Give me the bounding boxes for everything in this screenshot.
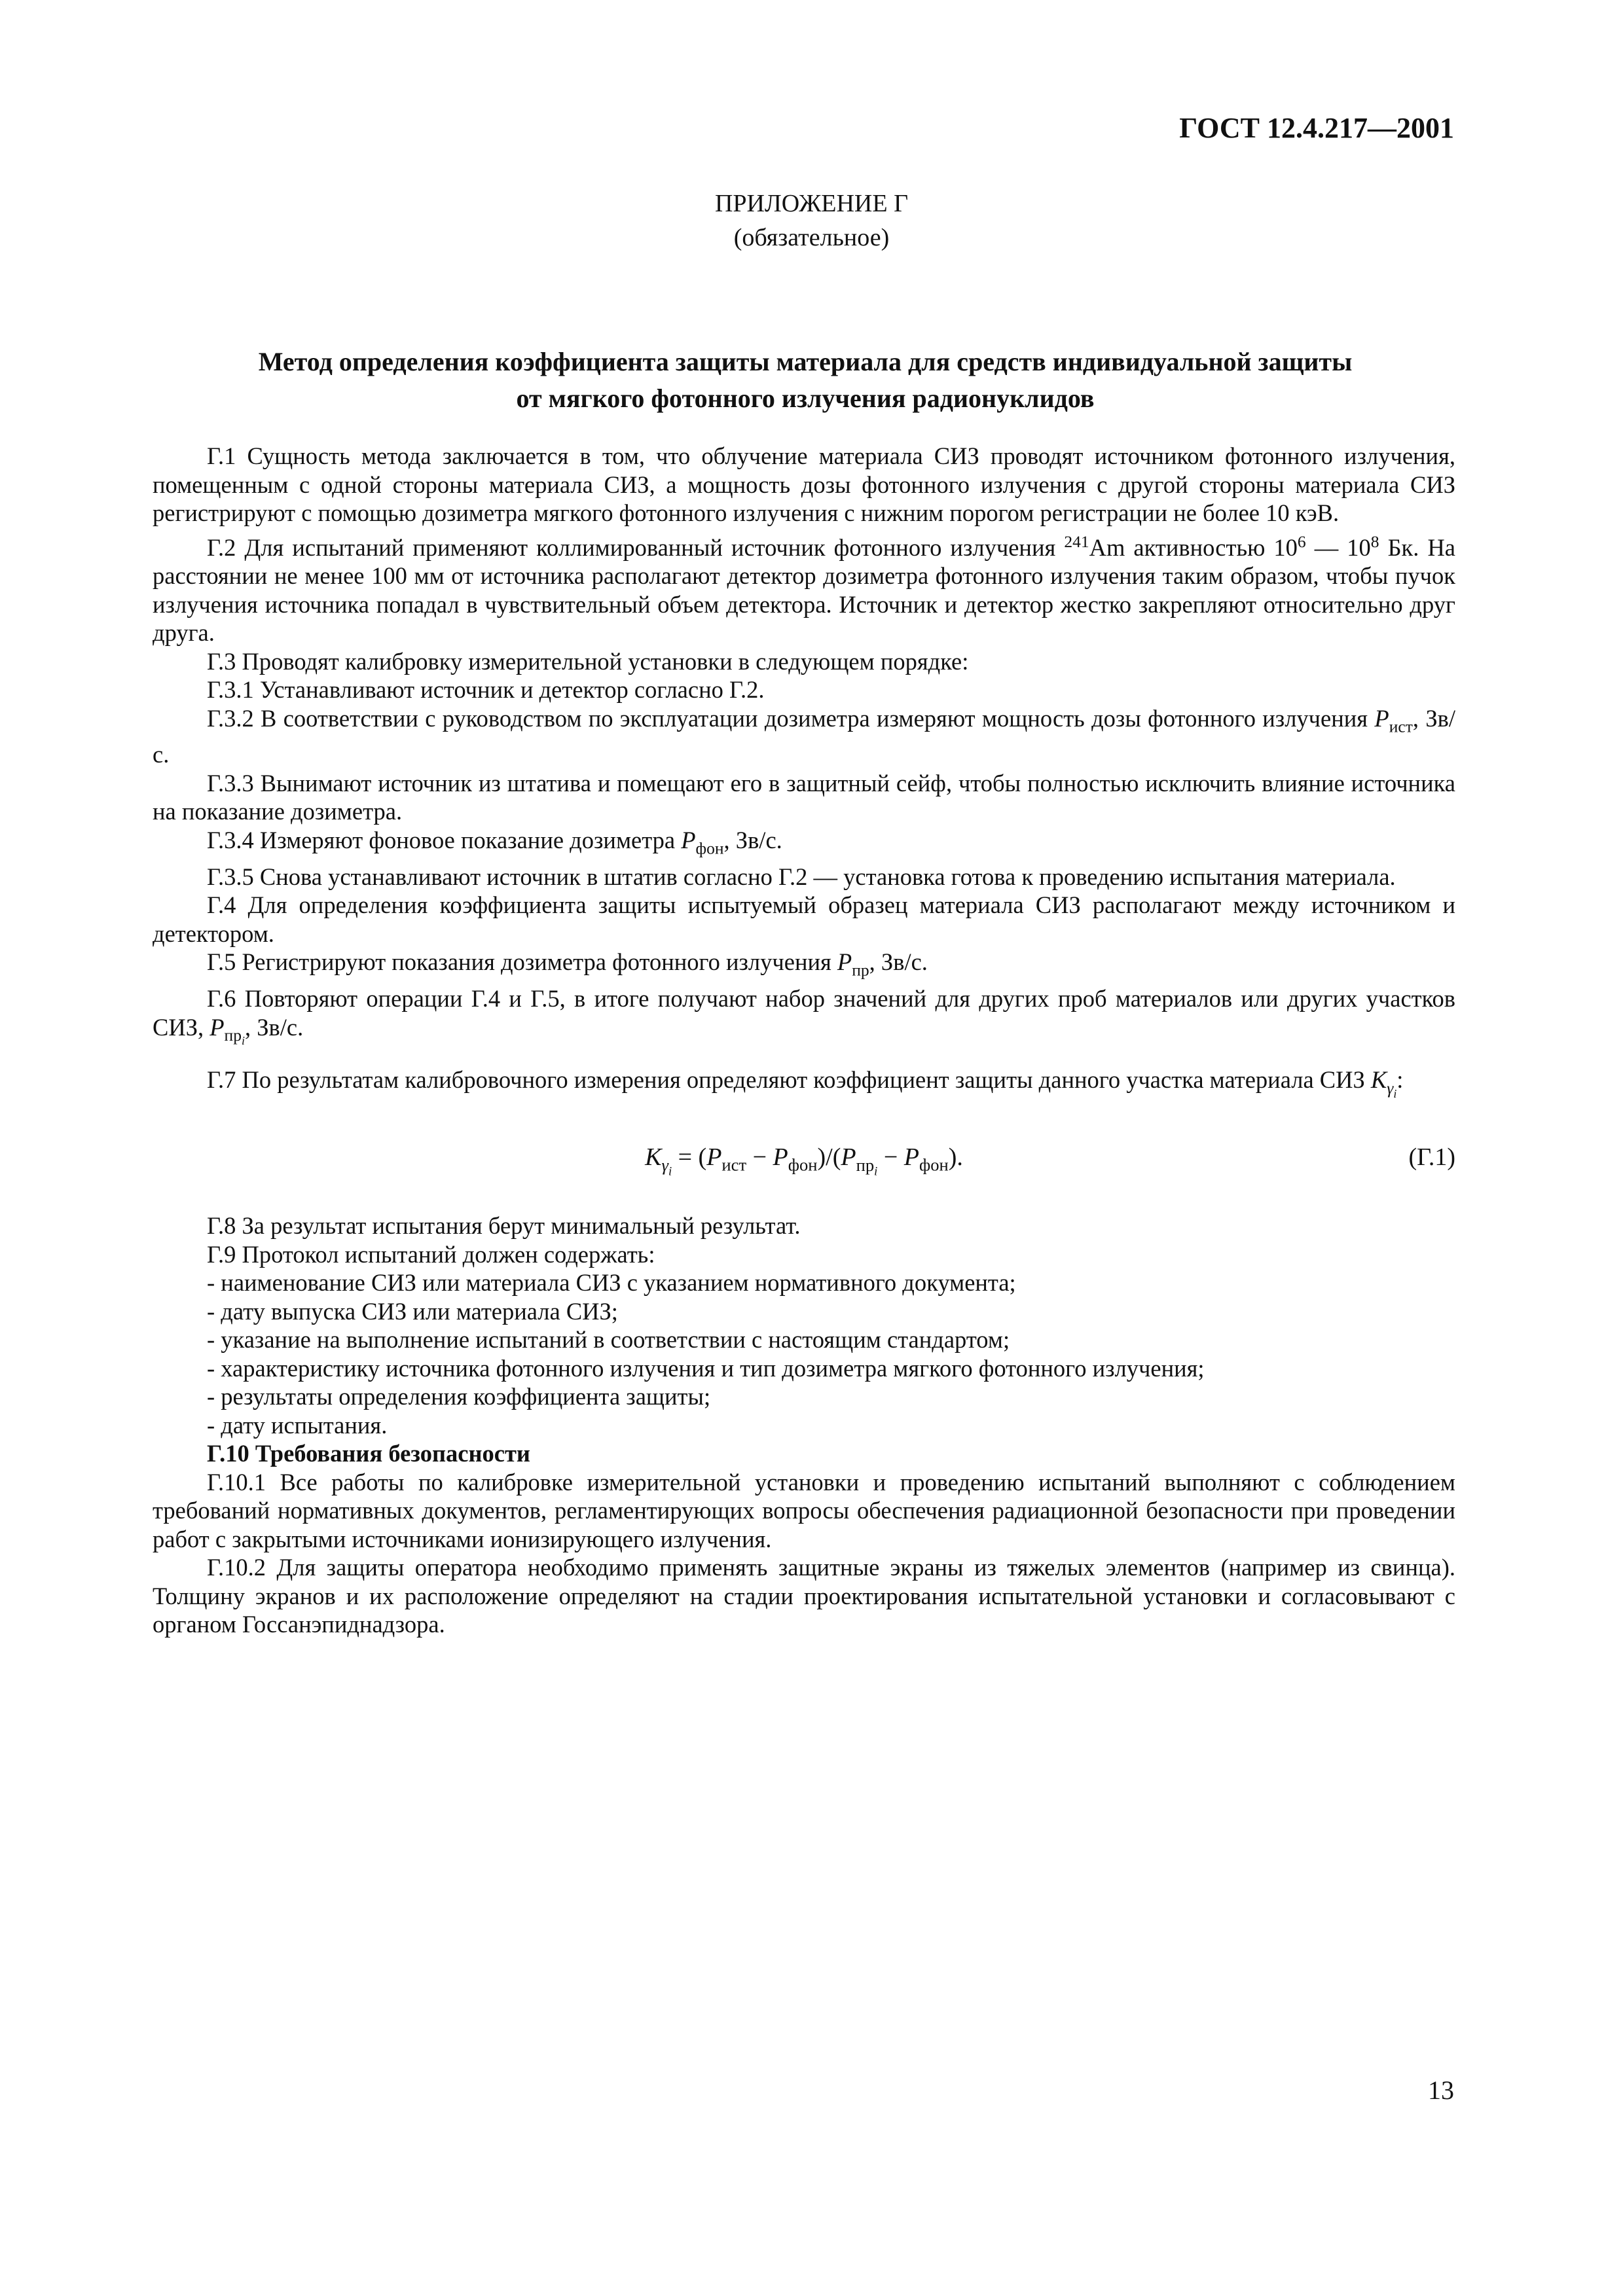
g2-activity-low: 10 — [1273, 533, 1298, 561]
formula-minus: − — [877, 1143, 904, 1172]
symbol-p: P — [1374, 704, 1389, 732]
formula-divide: )/( — [817, 1143, 841, 1172]
symbol-p: P — [837, 948, 852, 976]
formula-k-subscript — [661, 1155, 672, 1179]
formula-p-fon: P — [903, 1143, 919, 1172]
paragraph-g1: Г.1 Сущность метода заключается в том, что облучение материала СИЗ проводят источником фотонного излучения, помещенным с одной стороны материала СИЗ, а мощность дозы фотонного излучения с другой стороны материала СИЗ регистрируют с помощью дозиметра мягкого фотонного излучения с нижним порогом регистрации не более 10 кэВ. — [153, 442, 1455, 526]
protocol-item: - наименование СИЗ или материала СИЗ с указанием нормативного документа; — [207, 1269, 1016, 1297]
title-line-1: Метод определения коэффициента защиты материала для средств индивидуальной защиты — [258, 347, 1353, 376]
g2-text-a: Г.2 Для испытаний применяют коллимированный источник фотонного излучения — [207, 533, 1065, 561]
paragraph-g3: Г.3 Проводят калибровку измерительной установки в следующем порядке: — [207, 647, 969, 675]
symbol-subscript: фон — [695, 838, 724, 858]
protocol-item: - указание на выполнение испытаний в соответствии с настоящим стандартом; — [207, 1326, 1010, 1354]
formula-k: K — [645, 1143, 662, 1172]
subscript-text: пр — [224, 1025, 242, 1045]
paragraph-g10-1: Г.10.1 Все работы по калибровке измерительной установки и проведению испытаний выполняют с соблюдением требований нормативных документов, регламентирующих вопросы обеспечения радиационной безопасности при проведении работ с закрытыми источниками ионизирующего излучения. — [153, 1468, 1455, 1552]
paragraph-g9: Г.9 Протокол испытаний должен содержать: — [207, 1240, 655, 1268]
appendix-status: (обязательное) — [733, 224, 890, 251]
paragraph-g3-5: Г.3.5 Снова устанавливают источник в штатив согласно Г.2 — установка готова к проведению испытания материала. — [207, 863, 1396, 890]
isotope-element: Am активностью — [1089, 533, 1274, 561]
formula-sub-pr — [856, 1155, 878, 1179]
g2-exponent-high: 8 — [1370, 531, 1379, 551]
page-number: 13 — [1428, 2075, 1454, 2105]
formula-equals: = ( — [672, 1143, 707, 1172]
symbol-subscript: пр — [852, 960, 869, 980]
paragraph-g10-2: Г.10.2 Для защиты оператора необходимо применять защитные экраны из тяжелых элементов (например из свинца). Толщину экранов и их расположение определяют на стадии проектирования испытательной установки и согласовывают с органом Госсанэпиднадзора. — [153, 1554, 1455, 1638]
subscript-gamma: γ — [1387, 1078, 1394, 1098]
g6-text: Г.6 Повторяют операции Г.4 и Г.5, в итоге получают набор значений для других проб материалов или других участков СИЗ, — [153, 985, 1455, 1041]
paragraph-g2 — [153, 528, 1455, 647]
formula-sub-pr-text: пр — [856, 1155, 875, 1175]
formula-sub-fon: фон — [919, 1155, 949, 1175]
protocol-item: - результаты определения коэффициента защиты; — [207, 1383, 711, 1410]
g2-exponent-low: 6 — [1297, 531, 1306, 551]
unit-text: , Зв/с. — [244, 1013, 304, 1041]
formula-sub-fon: фон — [788, 1155, 818, 1175]
subscript-index: i — [1393, 1086, 1397, 1100]
g7-text: Г.7 По результатам калибровочного измерения определяют коэффициент защиты данного участка материала СИЗ — [207, 1066, 1371, 1094]
title-line-2: от мягкого фотонного излучения радионуклидов — [516, 384, 1095, 413]
paragraph-g6 — [153, 984, 1455, 1055]
g34-text: Г.3.4 Измеряют фоновое показание дозиметра — [207, 826, 682, 853]
symbol-p: P — [210, 1013, 225, 1041]
protocol-item: - дату выпуска СИЗ или материала СИЗ; — [207, 1297, 618, 1325]
formula-minus: − — [746, 1143, 773, 1172]
formula-sub-ist: ист — [721, 1155, 747, 1175]
paragraph-g4: Г.4 Для определения коэффициента защиты испытуемый образец материала СИЗ располагают между источником и детектором. — [153, 891, 1455, 947]
paragraph-g3-4 — [153, 826, 1455, 863]
unit-text: , Зв/с. — [153, 704, 1455, 768]
formula-sub-pr-index: i — [874, 1164, 878, 1179]
formula-number: (Г.1) — [1408, 1143, 1455, 1172]
paragraph-g3-3: Г.3.3 Вынимают источник из штатива и помещают его в защитный сейф, чтобы полностью исключить влияние источника на показание дозиметра. — [153, 769, 1455, 825]
g2-text-d: Бк. На расстоянии не менее 100 мм от источника располагают детектор дозиметра фотонного излучения таким образом, чтобы пучок излучения источника попадал в чувствительный объем детектора. Источник и детектор жестко закрепляют относительно друг друга. — [153, 533, 1455, 647]
formula-p-ist: P — [706, 1143, 722, 1172]
section-title — [151, 344, 1460, 417]
document-header: ГОСТ 12.4.217—2001 — [1179, 112, 1454, 144]
protocol-item: - характеристику источника фотонного излучения и тип дозиметра мягкого фотонного излучения; — [207, 1354, 1205, 1382]
paragraph-g5 — [153, 948, 1455, 984]
formula-expression — [153, 1143, 1455, 1185]
paragraph-g7 — [153, 1066, 1455, 1108]
colon-text: : — [1396, 1066, 1404, 1094]
formula-g1 — [153, 1132, 1455, 1188]
formula-gamma: γ — [661, 1155, 668, 1175]
g32-text: Г.3.2 В соответствии с руководством по эксплуатации дозиметра измеряют мощность дозы фотонного излучения — [207, 704, 1375, 732]
symbol-subscript: ист — [1389, 716, 1413, 736]
subscript-index: i — [242, 1033, 245, 1047]
protocol-item: - дату испытания. — [207, 1411, 388, 1439]
unit-text: , Зв/с. — [723, 826, 782, 853]
formula-index: i — [668, 1164, 672, 1179]
symbol-k: K — [1370, 1066, 1387, 1094]
g5-text: Г.5 Регистрируют показания дозиметра фотонного излучения — [207, 948, 837, 976]
paragraph-g8: Г.8 За результат испытания берут минимальный результат. — [207, 1212, 801, 1240]
isotope-mass-number: 241 — [1064, 531, 1089, 551]
appendix-heading — [0, 187, 1623, 255]
symbol-subscript — [1387, 1079, 1396, 1098]
appendix-label: ПРИЛОЖЕНИЕ Г — [714, 190, 909, 217]
formula-p-pr: P — [841, 1143, 856, 1172]
symbol-subscript — [225, 1026, 245, 1045]
safety-heading: Г.10 Требования безопасности — [207, 1440, 530, 1467]
paragraph-g3-1: Г.3.1 Устанавливают источник и детектор согласно Г.2. — [207, 676, 765, 704]
unit-text: , Зв/с. — [869, 948, 928, 976]
paragraph-g3-2 — [153, 704, 1455, 769]
symbol-p: P — [681, 826, 696, 853]
formula-end: ). — [948, 1143, 963, 1172]
formula-p-fon: P — [773, 1143, 788, 1172]
document-body — [153, 442, 1455, 1639]
g2-activity-high: — 10 — [1305, 533, 1371, 561]
